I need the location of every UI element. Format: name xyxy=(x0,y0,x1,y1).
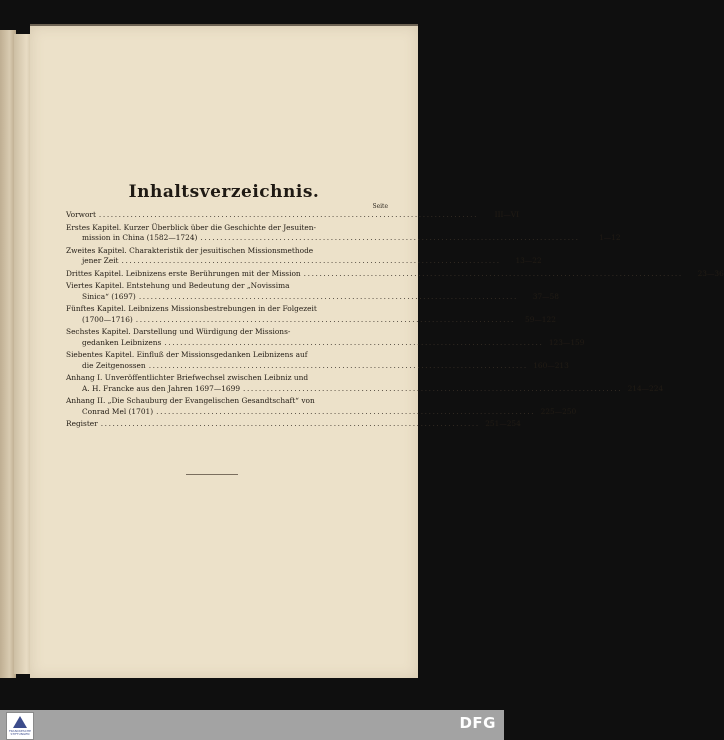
toc-entry-register: Register ................................................................................................ 251—254 xyxy=(66,419,521,428)
toc-entry-title-cont: die Zeitgenossen xyxy=(82,360,146,370)
toc-entry-title: Vorwort xyxy=(66,210,96,219)
toc-entry-page: 1—12 xyxy=(599,233,621,242)
toc-entry-vorwort: Vorwort ................................................................................................ III—VI xyxy=(66,210,520,219)
toc-entry-title-cont: (1700—1716) xyxy=(82,314,133,324)
toc-entry-chapter-6: Sechstes Kapitel. Darstellung und Würdigung der Missions- gedanken Leibnizens ................................................................................................ 123—159 xyxy=(66,327,585,347)
franckesche-stiftungen-logo-icon xyxy=(13,716,27,728)
toc-entry-page: 59—122 xyxy=(525,314,556,324)
toc-entry-page: 160—213 xyxy=(533,360,569,370)
toc-entry-appendix-1: Anhang I. Unveröffentlichter Briefwechsel zwischen Leibniz und A. H. Francke aus den Jahren 1697—1699 ................................................................................................ 214—224 xyxy=(66,373,664,393)
toc-entry-title: Viertes Kapitel. Entstehung und Bedeutung der „Novissima xyxy=(66,281,290,290)
toc-entry-page: 13—22 xyxy=(515,256,542,265)
toc-entry-page: 214—224 xyxy=(627,383,664,393)
toc-entry-page: 23—36 xyxy=(697,268,724,278)
toc-entry-title: Fünftes Kapitel. Leibnizens Missionsbestrebungen in der Folgezeit xyxy=(66,304,317,313)
toc-entry-title-cont: Sinica“ (1697) xyxy=(82,291,136,301)
toc-entry-title: Anhang II. „Die Schauburg der Evangelischen Gesandtschaft“ von xyxy=(66,396,315,405)
toc-entry-title: Erstes Kapitel. Kurzer Überblick über die Geschichte der Jesuiten- xyxy=(66,222,317,232)
toc-entry-title-cont: gedanken Leibnizens xyxy=(82,337,162,347)
page-column-label: Seite xyxy=(372,203,388,210)
toc-entry-title-cont: A. H. Francke aus den Jahren 1697—1699 xyxy=(82,383,241,393)
toc-entry-chapter-3: Drittes Kapitel. Leibnizens erste Berührungen mit der Mission ................................................................................................ 23—36 xyxy=(66,268,724,278)
toc-entry-title: Drittes Kapitel. Leibnizens erste Berührungen mit der Mission xyxy=(66,268,301,278)
document-page xyxy=(30,26,724,678)
toc-entry-title: Zweites Kapitel. Charakteristik der jesuitischen Missionsmethode xyxy=(66,245,314,255)
toc-entry-title-cont: jener Zeit xyxy=(82,256,119,265)
toc-entry-chapter-1: Erstes Kapitel. Kurzer Überblick über die Geschichte der Jesuiten- mission in China (1582—1724) ................................................................................................ 1—12 xyxy=(66,222,621,242)
page-title: Inhaltsverzeichnis. xyxy=(128,182,320,202)
table-of-contents xyxy=(66,210,724,432)
toc-entry-appendix-2: Anhang II. „Die Schauburg der Evangelischen Gesandtschaft“ von Conrad Mel (1701) ................................................................................................ 225—250 xyxy=(66,396,577,416)
toc-entry-chapter-4: Viertes Kapitel. Entstehung und Bedeutung der „Novissima Sinica“ (1697) ................................................................................................ 37—58 xyxy=(66,281,559,301)
toc-entry-chapter-2: Zweites Kapitel. Charakteristik der jesuitischen Missionsmethode jener Zeit ................................................................................................ 13—22 xyxy=(66,245,542,265)
viewer-footer-bar xyxy=(0,710,504,740)
logo-caption: FRANCKESCHE STIFTUNGEN xyxy=(8,729,32,736)
toc-entry-chapter-5: Fünftes Kapitel. Leibnizens Missionsbestrebungen in der Folgezeit (1700—1716) ................................................................................................ 59—122 xyxy=(66,304,556,324)
toc-entry-title-cont: mission in China (1582—1724) xyxy=(82,233,198,242)
toc-entry-title: Register xyxy=(66,419,98,428)
toc-entry-page: 37—58 xyxy=(532,291,559,301)
toc-entry-title: Anhang I. Unveröffentlichter Briefwechsel zwischen Leibniz und xyxy=(66,373,309,382)
section-divider xyxy=(186,474,238,475)
toc-entry-page: III—VI xyxy=(494,210,520,219)
dfg-logo[interactable]: DFG xyxy=(459,714,496,732)
toc-entry-page: 123—159 xyxy=(548,337,585,347)
toc-entry-title: Sechstes Kapitel. Darstellung und Würdigung der Missions- xyxy=(66,327,291,336)
toc-entry-page: 225—250 xyxy=(540,406,577,416)
toc-entry-page: 251—254 xyxy=(485,419,521,428)
institution-logo[interactable] xyxy=(6,712,34,740)
toc-entry-title: Siebentes Kapitel. Einfluß der Missionsgedanken Leibnizens auf xyxy=(66,350,308,359)
toc-entry-title-cont: Conrad Mel (1701) xyxy=(82,406,154,416)
toc-entry-chapter-7: Siebentes Kapitel. Einfluß der Missionsgedanken Leibnizens auf die Zeitgenossen ................................................................................................ 160—213 xyxy=(66,350,569,370)
